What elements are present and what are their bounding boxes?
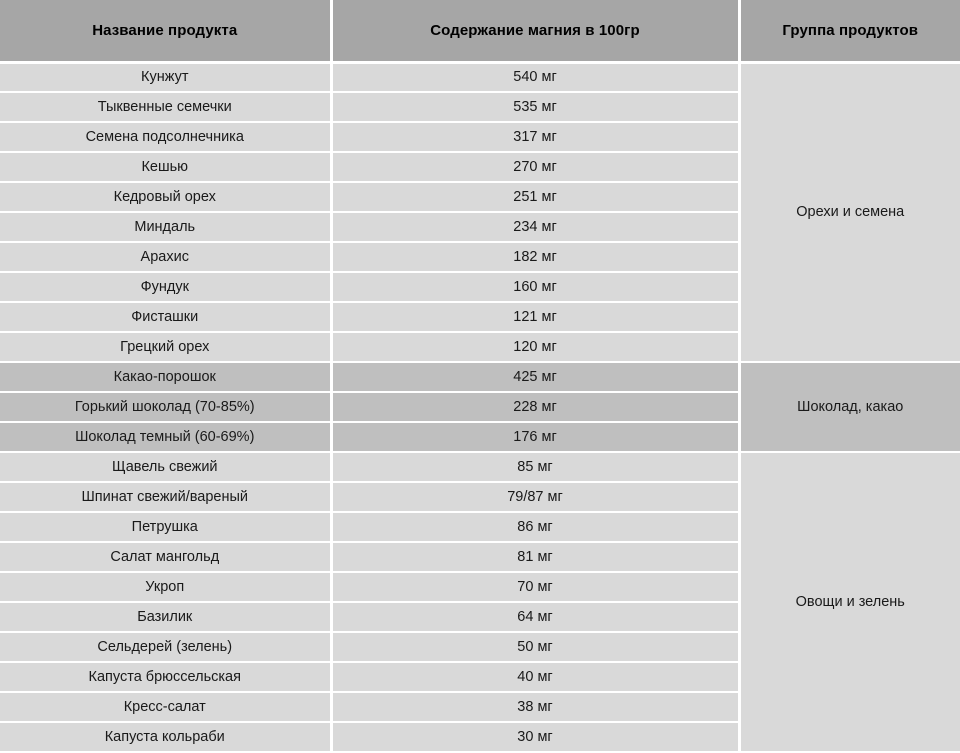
table-row bbox=[0, 362, 960, 392]
column-header-magnesium-content: Содержание магния в 100гр bbox=[331, 0, 739, 62]
table-row bbox=[0, 452, 960, 482]
cell-magnesium-value: 38 мг bbox=[331, 692, 739, 722]
column-header-product-name: Название продукта bbox=[0, 0, 331, 62]
cell-product-name: Шоколад темный (60-69%) bbox=[0, 422, 331, 452]
cell-magnesium-value: 251 мг bbox=[331, 182, 739, 212]
cell-magnesium-value: 540 мг bbox=[331, 62, 739, 92]
cell-product-name: Кунжут bbox=[0, 62, 331, 92]
cell-product-group: Орехи и семена bbox=[739, 62, 960, 362]
cell-product-name: Укроп bbox=[0, 572, 331, 602]
cell-product-name: Арахис bbox=[0, 242, 331, 272]
cell-magnesium-value: 40 мг bbox=[331, 662, 739, 692]
table-body bbox=[0, 62, 960, 752]
cell-product-name: Петрушка bbox=[0, 512, 331, 542]
cell-magnesium-value: 160 мг bbox=[331, 272, 739, 302]
cell-product-name: Фундук bbox=[0, 272, 331, 302]
cell-magnesium-value: 270 мг bbox=[331, 152, 739, 182]
cell-product-name: Базилик bbox=[0, 602, 331, 632]
cell-product-name: Какао-порошок bbox=[0, 362, 331, 392]
cell-magnesium-value: 81 мг bbox=[331, 542, 739, 572]
cell-magnesium-value: 30 мг bbox=[331, 722, 739, 752]
table-row bbox=[0, 62, 960, 92]
cell-product-name: Салат мангольд bbox=[0, 542, 331, 572]
cell-magnesium-value: 176 мг bbox=[331, 422, 739, 452]
column-header-product-group: Группа продуктов bbox=[739, 0, 960, 62]
cell-product-name: Кедровый орех bbox=[0, 182, 331, 212]
cell-product-name: Грецкий орех bbox=[0, 332, 331, 362]
cell-magnesium-value: 228 мг bbox=[331, 392, 739, 422]
cell-magnesium-value: 425 мг bbox=[331, 362, 739, 392]
cell-magnesium-value: 86 мг bbox=[331, 512, 739, 542]
cell-magnesium-value: 121 мг bbox=[331, 302, 739, 332]
cell-product-name: Фисташки bbox=[0, 302, 331, 332]
cell-product-name: Щавель свежий bbox=[0, 452, 331, 482]
table-header-row bbox=[0, 0, 960, 62]
cell-product-name: Капуста кольраби bbox=[0, 722, 331, 752]
cell-magnesium-value: 234 мг bbox=[331, 212, 739, 242]
cell-product-group: Овощи и зелень bbox=[739, 452, 960, 752]
cell-product-name: Семена подсолнечника bbox=[0, 122, 331, 152]
cell-magnesium-value: 70 мг bbox=[331, 572, 739, 602]
cell-product-name: Капуста брюссельская bbox=[0, 662, 331, 692]
cell-product-name: Горький шоколад (70-85%) bbox=[0, 392, 331, 422]
cell-magnesium-value: 182 мг bbox=[331, 242, 739, 272]
cell-product-group: Шоколад, какао bbox=[739, 362, 960, 452]
cell-product-name: Миндаль bbox=[0, 212, 331, 242]
cell-product-name: Кешью bbox=[0, 152, 331, 182]
cell-magnesium-value: 317 мг bbox=[331, 122, 739, 152]
cell-magnesium-value: 64 мг bbox=[331, 602, 739, 632]
cell-product-name: Шпинат свежий/вареный bbox=[0, 482, 331, 512]
cell-product-name: Сельдерей (зелень) bbox=[0, 632, 331, 662]
cell-magnesium-value: 50 мг bbox=[331, 632, 739, 662]
cell-magnesium-value: 535 мг bbox=[331, 92, 739, 122]
cell-magnesium-value: 85 мг bbox=[331, 452, 739, 482]
cell-magnesium-value: 120 мг bbox=[331, 332, 739, 362]
cell-product-name: Кресс-салат bbox=[0, 692, 331, 722]
cell-product-name: Тыквенные семечки bbox=[0, 92, 331, 122]
table-header bbox=[0, 0, 960, 62]
cell-magnesium-value: 79/87 мг bbox=[331, 482, 739, 512]
